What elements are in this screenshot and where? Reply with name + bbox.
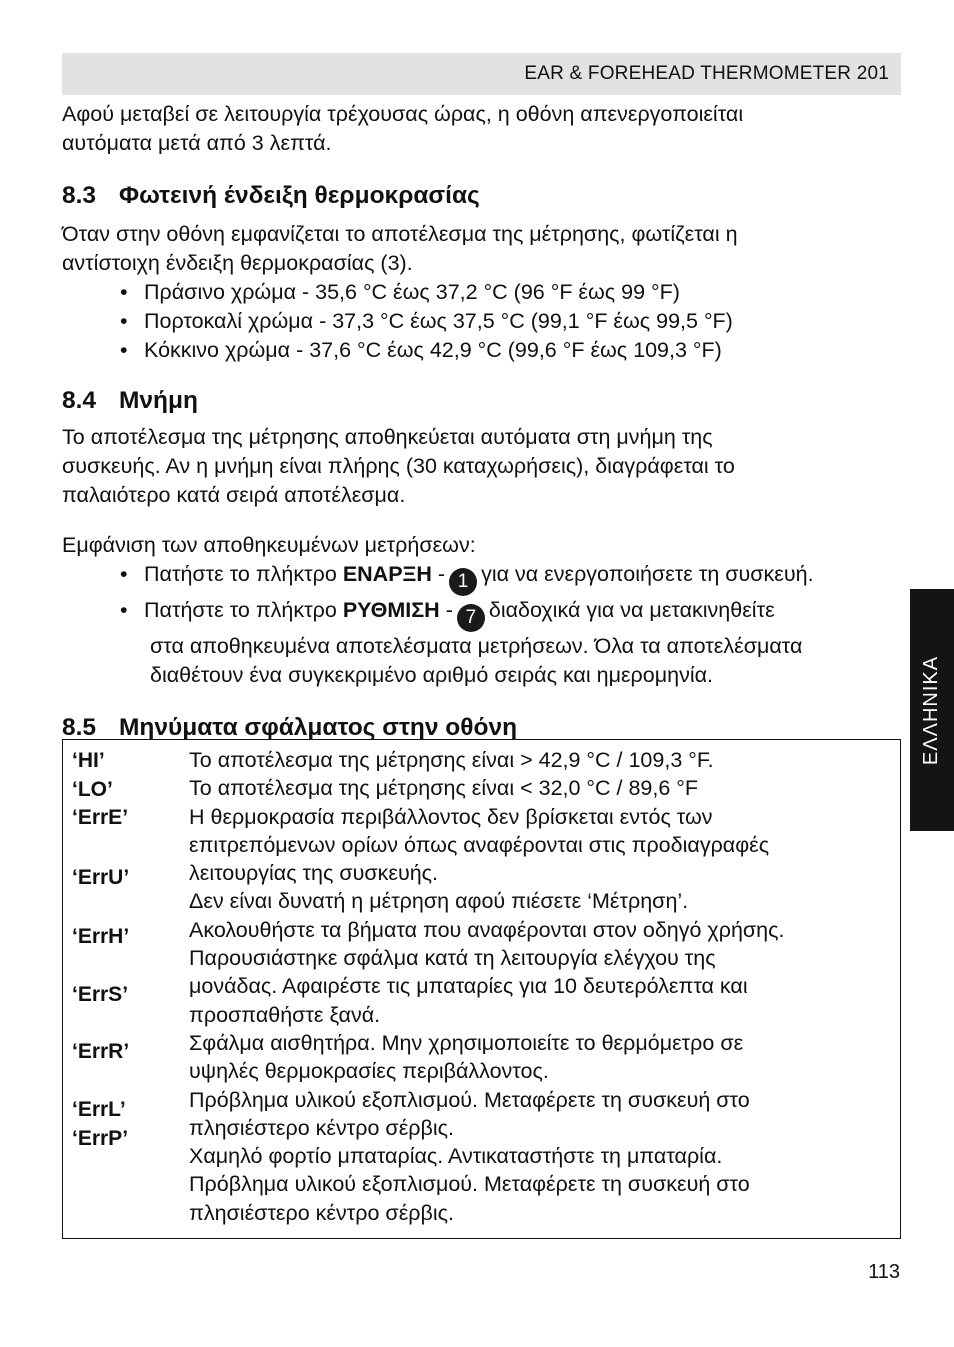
section-number: 8.5 xyxy=(62,714,97,741)
error-code: ‘ErrS’ xyxy=(72,983,129,1006)
error-code: ‘ErrH’ xyxy=(72,925,130,948)
section-8-4-heading xyxy=(62,386,907,416)
language-side-tab xyxy=(910,589,954,831)
error-code: ‘ErrP’ xyxy=(72,1127,129,1150)
description-line: Πρόβλημα υλικού εξοπλισμού. Μεταφέρετε τη συσκευή στο xyxy=(189,1172,750,1197)
setting-key-label: ΡΥΘΜΙΣΗ xyxy=(342,598,440,622)
s84-line-3: παλαιότερο κατά σειρά αποτέλεσμα. xyxy=(62,483,406,507)
list-item: • Πράσινο χρώμα - 35,6 °C έως 37,2 °C (96 °F έως 99 °F) xyxy=(62,278,907,307)
error-code: ‘ErrL’ xyxy=(72,1098,126,1121)
description-line: Χαμηλό φορτίο μπαταρίας. Αντικαταστήστε τη μπαταρία. xyxy=(189,1144,723,1169)
temperature-color-list xyxy=(62,278,907,365)
language-label: ΕΛΛΗΝΙΚΑ xyxy=(920,655,943,765)
list-item: • Πατήστε το πλήκτρο ΕΝΑΡΞΗ - 1 για να ενεργοποιήσετε τη συσκευή. xyxy=(62,560,907,596)
error-messages-table xyxy=(62,739,901,1239)
bullet-icon: • xyxy=(120,338,128,362)
button-7-badge-icon: 7 xyxy=(457,604,485,632)
list-item: • Κόκκινο χρώμα - 37,6 °C έως 42,9 °C (99,6 °F έως 109,3 °F) xyxy=(62,336,907,365)
list-item-continuation: διαθέτουν ένα συγκεκριμένο αριθμό σειράς και ημερομηνία. xyxy=(150,663,713,687)
description-line: Δεν είναι δυνατή η μέτρηση αφού πιέσετε ‘Μέτρηση’. xyxy=(189,889,689,914)
header-bar xyxy=(62,53,901,95)
bullet-icon: • xyxy=(120,598,128,622)
recall-steps-list xyxy=(62,560,907,690)
description-line: Το αποτέλεσμα της μέτρησης είναι > 42,9 °C / 109,3 °F. xyxy=(189,748,714,772)
error-descriptions-column xyxy=(189,746,889,1227)
document-title: EAR & FOREHEAD THERMOMETER 201 xyxy=(524,63,889,84)
description-line: προσπαθήστε ξανά. xyxy=(189,1002,381,1027)
description-line: λειτουργίας της συσκευής. xyxy=(189,861,439,886)
section-title: Μηνύματα σφάλματος στην οθόνη xyxy=(119,714,518,741)
description-line: Παρουσιάστηκε σφάλμα κατά τη λειτουργία ελέγχου της xyxy=(189,946,716,971)
description-line: Το αποτέλεσμα της μέτρησης είναι < 32,0 °C / 89,6 °F xyxy=(189,776,699,801)
description-line: Η θερμοκρασία περιβάλλοντος δεν βρίσκεται εντός των xyxy=(189,804,713,829)
section-8-3-heading xyxy=(62,181,907,211)
section-number: 8.4 xyxy=(62,387,97,414)
description-line: υψηλές θερμοκρασίες περιβάλλοντος. xyxy=(189,1059,549,1084)
intro-line-1: Αφού μεταβεί σε λειτουργία τρέχουσας ώρας, η οθόνη απενεργοποιείται xyxy=(62,102,744,126)
bullet-icon: • xyxy=(120,280,128,304)
page-content xyxy=(62,100,907,743)
description-line: μονάδας. Αφαιρέστε τις μπαταρίες για 10 δευτερόλεπτα και xyxy=(189,974,748,999)
list-item-continuation: στα αποθηκευμένα αποτελέσματα μετρήσεων. Όλα τα αποτελέσματα xyxy=(150,634,803,658)
s83-line-2: αντίστοιχη ένδειξη θερμοκρασίας (3). xyxy=(62,251,413,275)
description-line: Σφάλμα αισθητήρα. Μην χρησιμοποιείτε το θερμόμετρο σε xyxy=(189,1030,744,1055)
error-code: ‘ErrR’ xyxy=(72,1040,130,1063)
s84-line-2: συσκευής. Αν η μνήμη είναι πλήρης (30 καταχωρήσεις), διαγράφεται το xyxy=(62,454,735,478)
description-line: Πρόβλημα υλικού εξοπλισμού. Μεταφέρετε τη συσκευή στο xyxy=(189,1087,750,1112)
description-line: επιτρεπόμενων ορίων όπως αναφέρονται στις προδιαγραφές xyxy=(189,832,770,857)
start-key-label: ΕΝΑΡΞΗ xyxy=(342,562,432,586)
recall-label: Εμφάνιση των αποθηκευμένων μετρήσεων: xyxy=(62,533,476,557)
bullet-icon: • xyxy=(120,309,128,333)
error-code: ‘HI’ xyxy=(72,749,105,772)
page-number: 113 xyxy=(868,1261,900,1283)
button-1-badge-icon: 1 xyxy=(449,568,477,596)
section-number: 8.3 xyxy=(62,182,97,209)
error-code: ‘ErrE’ xyxy=(72,806,129,829)
section-title: Φωτεινή ένδειξη θερμοκρασίας xyxy=(119,182,480,209)
description-line: πλησιέστερο κέντρο σέρβις. xyxy=(189,1115,454,1140)
list-item: • Πορτοκαλί χρώμα - 37,3 °C έως 37,5 °C (99,1 °F έως 99,5 °F) xyxy=(62,307,907,336)
description-line: Ακολουθήστε τα βήματα που αναφέρονται στον οδηγό χρήσης. xyxy=(189,917,785,942)
s83-line-1: Όταν στην οθόνη εμφανίζεται το αποτέλεσμα της μέτρησης, φωτίζεται η xyxy=(62,222,738,246)
intro-line-2: αυτόματα μετά από 3 λεπτά. xyxy=(62,131,332,155)
description-line: πλησιέστερο κέντρο σέρβις. xyxy=(189,1200,454,1225)
list-item: • Πατήστε το πλήκτρο ΡΥΘΜΙΣΗ - 7 διαδοχικά για να μετακινηθείτε xyxy=(62,596,907,632)
error-code: ‘ErrU’ xyxy=(72,866,130,889)
bullet-icon: • xyxy=(120,562,128,586)
s84-line-1: Το αποτέλεσμα της μέτρησης αποθηκεύεται αυτόματα στη μνήμη της xyxy=(62,425,713,449)
section-title: Μνήμη xyxy=(119,387,198,414)
error-code: ‘LO’ xyxy=(72,778,113,801)
